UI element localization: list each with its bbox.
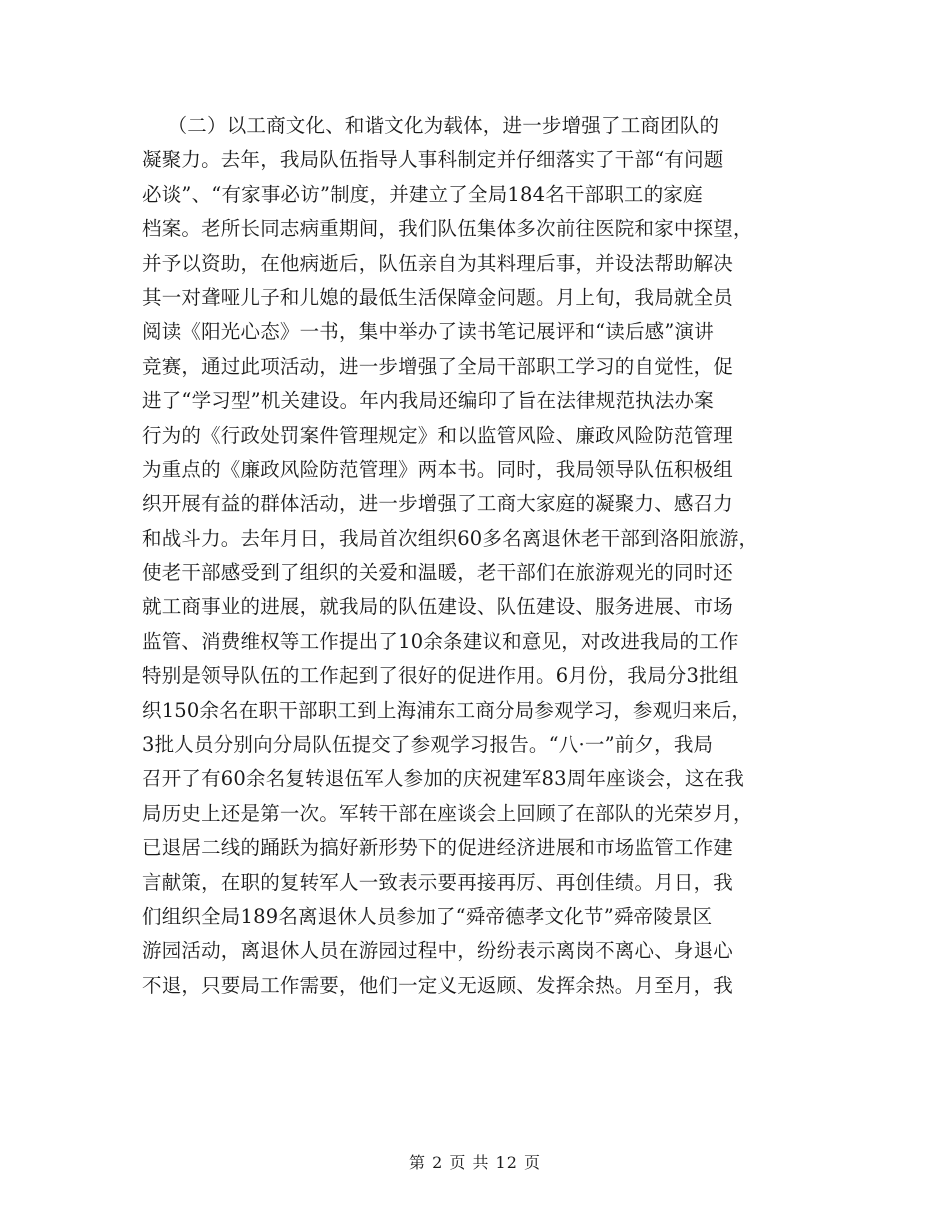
paragraph-line: 和战斗力。去年月日，我局首次组织60多名离退休老干部到洛阳旅游，	[142, 526, 759, 550]
paragraph-line: 竞赛，通过此项活动，进一步增强了全局干部职工学习的自觉性，促	[142, 354, 734, 378]
paragraph-line: 就工商事业的进展，就我局的队伍建设、队伍建设、服务进展、市场	[142, 595, 734, 619]
paragraph-line: 为重点的《廉政风险防范管理》两本书。同时，我局领导队伍积极组	[142, 457, 734, 481]
paragraph-line: 行为的《行政处罚案件管理规定》和以监管风险、廉政风险防范管理	[142, 423, 734, 447]
paragraph-line: 织开展有益的群体活动，进一步增强了工商大家庭的凝聚力、感召力	[142, 492, 734, 516]
paragraph-line: 织150余名在职干部职工到上海浦东工商分局参观学习，参观归来后，	[142, 698, 752, 722]
paragraph-line: 监管、消费维权等工作提出了10余条建议和意见，对改进我局的工作	[142, 629, 739, 653]
paragraph-line: 使老干部感受到了组织的关爱和温暖，老干部们在旅游观光的同时还	[142, 561, 734, 585]
paragraph-line: 必谈”、“有家事必访”制度，并建立了全局184名干部职工的家庭	[142, 182, 703, 206]
paragraph-line: 不退，只要局工作需要，他们一定义无返顾、发挥余热。月至月，我	[142, 973, 734, 997]
paragraph-line: 们组织全局189名离退休人员参加了“舜帝德孝文化节”舜帝陵景区	[142, 904, 713, 928]
paragraph-line: 其一对聋哑儿子和儿媳的最低生活保障金问题。月上旬，我局就全员	[142, 285, 734, 309]
paragraph-line: 并予以资助，在他病逝后，队伍亲自为其料理后事，并设法帮助解决	[142, 251, 734, 275]
paragraph-line: 档案。老所长同志病重期间，我们队伍集体多次前往医院和家中探望，	[142, 217, 753, 241]
paragraph-line: 3批人员分别向分局队伍提交了参观学习报告。“八·一”前夕，我局	[142, 733, 714, 757]
paragraph-line: 召开了有60余名复转退伍军人参加的庆祝建军83周年座谈会，这在我	[142, 767, 745, 791]
paragraph-line: 局历史上还是第一次。军转干部在座谈会上回顾了在部队的光荣岁月，	[142, 801, 753, 825]
paragraph-line: 凝聚力。去年，我局队伍指导人事科制定并仔细落实了干部“有问题	[142, 148, 724, 172]
paragraph-line: 已退居二线的踊跃为搞好新形势下的促进经济进展和市场监管工作建	[142, 836, 734, 860]
paragraph-line: （二）以工商文化、和谐文化为载体，进一步增强了工商团队的	[142, 114, 720, 137]
paragraph-line: 特别是领导队伍的工作起到了很好的促进作用。6月份，我局分3批组	[142, 664, 739, 688]
paragraph-line: 游园活动，离退休人员在游园过程中，纷纷表示离岗不离心、身退心	[142, 939, 734, 963]
page-number-footer: 第 2 页 共 12 页	[409, 1153, 541, 1172]
body-paragraph	[142, 109, 812, 1003]
paragraph-line: 进了“学习型”机关建设。年内我局还编印了旨在法律规范执法办案	[142, 389, 714, 413]
paragraph-line: 阅读《阳光心态》一书，集中举办了读书笔记展评和“读后感”演讲	[142, 320, 714, 344]
paragraph-line: 言献策，在职的复转军人一致表示要再接再厉、再创佳绩。月日，我	[142, 870, 734, 894]
